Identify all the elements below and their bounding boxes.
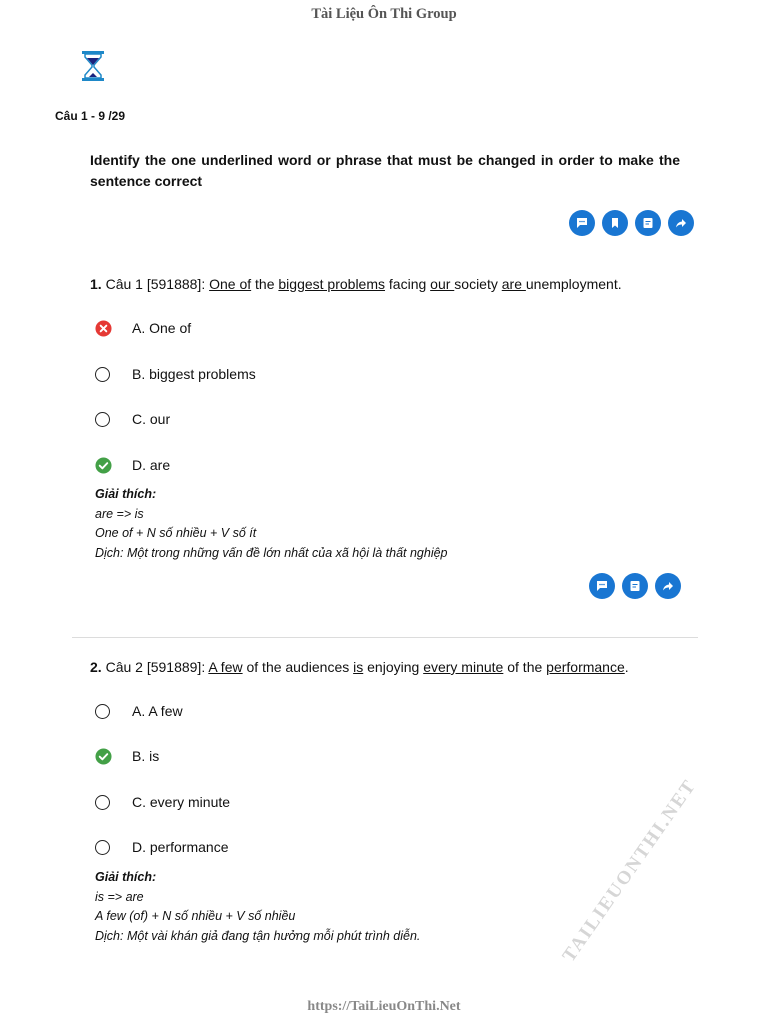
sentence-segment: is <box>353 659 364 675</box>
question-2-text <box>90 659 629 675</box>
share-button[interactable] <box>655 573 681 599</box>
question-number: 1. <box>90 276 102 292</box>
share-icon <box>661 579 675 593</box>
explanation-toolbar <box>589 573 681 599</box>
option-label: D. performance <box>132 839 229 855</box>
explanation-title: Giải thích: <box>95 870 157 884</box>
answer-option-a[interactable] <box>95 319 192 337</box>
share-icon <box>674 216 688 230</box>
option-label: A. A few <box>132 703 183 719</box>
answer-option-b[interactable] <box>95 365 256 383</box>
question-number: 2. <box>90 659 102 675</box>
sentence-segment: performance <box>546 659 625 675</box>
comment-button[interactable] <box>569 210 595 236</box>
explanation-line: Dịch: Một trong những vấn đề lớn nhất của xã hội là thất nghiệp <box>95 545 448 560</box>
watermark: TAILIEUONTHI.NET <box>558 775 701 967</box>
option-label: B. biggest problems <box>132 366 256 382</box>
sentence-segment: society <box>454 276 502 292</box>
bookmark-button[interactable] <box>602 210 628 236</box>
answer-option-b[interactable] <box>95 747 160 765</box>
footer-url[interactable]: https://TaiLieuOnThi.Net <box>307 999 461 1014</box>
sentence-segment: are <box>501 276 526 292</box>
question-sentence <box>209 276 621 292</box>
radio-button[interactable] <box>95 795 110 810</box>
question-toolbar <box>569 210 694 236</box>
radio-button[interactable] <box>95 704 110 719</box>
explanation-line: One of + N số nhiều + V số ít <box>95 526 257 540</box>
note-icon <box>641 216 655 230</box>
hourglass-icon <box>80 50 106 82</box>
answer-option-c[interactable] <box>95 410 171 428</box>
sentence-segment: One of <box>209 276 252 292</box>
sentence-segment: A few <box>208 659 243 675</box>
comment-icon <box>575 216 589 230</box>
sentence-segment: enjoying <box>363 659 424 675</box>
sentence-segment: of the audiences <box>242 659 354 675</box>
check-circle-icon <box>95 457 112 474</box>
option-label: D. are <box>132 457 171 473</box>
question-sentence <box>208 659 628 675</box>
note-button[interactable] <box>622 573 648 599</box>
explanation-line: are => is <box>95 506 144 521</box>
answer-option-a[interactable] <box>95 702 183 720</box>
question-prefix: Câu 1 [591888]: <box>105 276 206 292</box>
sentence-segment: unemployment. <box>525 276 622 292</box>
option-label: C. our <box>132 411 171 427</box>
question-divider <box>72 637 698 638</box>
explanation-line: is => are <box>95 889 144 904</box>
radio-button[interactable] <box>95 412 110 427</box>
answer-option-c[interactable] <box>95 793 231 811</box>
sentence-segment: facing <box>385 276 431 292</box>
bookmark-icon <box>608 216 622 230</box>
option-label: C. every minute <box>132 794 231 810</box>
sentence-segment: . <box>624 659 629 675</box>
option-label: A. One of <box>132 320 192 336</box>
page-header: Tài Liệu Ôn Thi Group <box>311 6 457 22</box>
instruction-text: Identify the one underlined word or phrase that must be changed in order to make the sentence correct <box>90 152 680 189</box>
explanation-line: A few (of) + N số nhiều + V số nhiều <box>95 909 296 923</box>
option-label: B. is <box>132 748 160 764</box>
explanation-2 <box>95 868 420 946</box>
sentence-segment: biggest problems <box>278 276 386 292</box>
question-prefix: Câu 2 [591889]: <box>105 659 206 675</box>
sentence-segment: every minute <box>423 659 504 675</box>
radio-button[interactable] <box>95 840 110 855</box>
answer-option-d[interactable] <box>95 456 171 474</box>
x-circle-icon <box>95 320 112 337</box>
sentence-segment: of the <box>503 659 547 675</box>
explanation-line: Dịch: Một vài khán giả đang tận hưởng mỗi phút trình diễn. <box>95 928 421 943</box>
comment-icon <box>595 579 609 593</box>
note-button[interactable] <box>635 210 661 236</box>
question-1-text <box>90 276 622 292</box>
explanation-1 <box>95 485 448 563</box>
radio-button[interactable] <box>95 367 110 382</box>
comment-button[interactable] <box>589 573 615 599</box>
check-circle-icon <box>95 748 112 765</box>
explanation-title: Giải thích: <box>95 487 157 501</box>
sentence-segment: our <box>430 276 455 292</box>
answer-option-d[interactable] <box>95 838 229 856</box>
question-counter: Câu 1 - 9 /29 <box>55 109 126 123</box>
sentence-segment: the <box>251 276 279 292</box>
share-button[interactable] <box>668 210 694 236</box>
note-icon <box>628 579 642 593</box>
